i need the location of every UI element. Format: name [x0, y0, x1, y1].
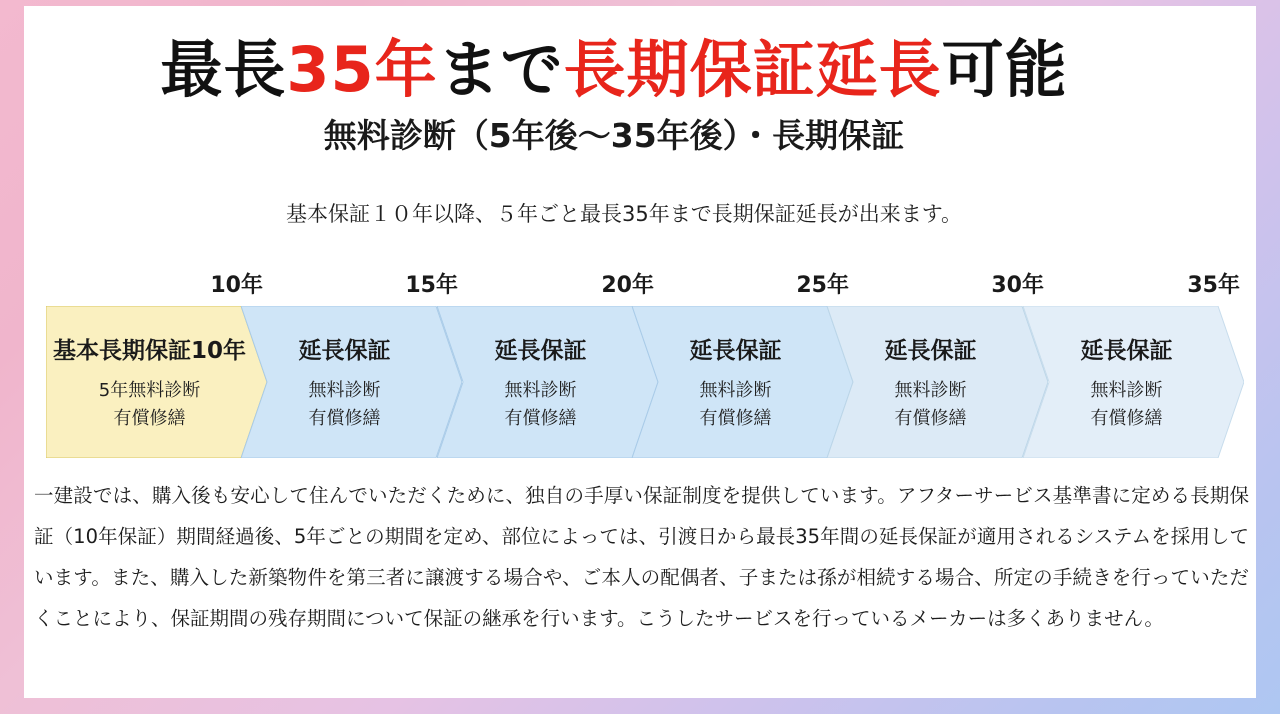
segment-line-2: 有償修繕: [1090, 407, 1163, 429]
title-part-mid: まで: [437, 33, 564, 106]
segment-content: [299, 332, 405, 433]
timeline-segment-extension-4: [827, 306, 1048, 458]
segment-line-2: 有償修繕: [113, 407, 186, 429]
body-paragraph: 一建設では、購入後も安心して住んでいただくために、独自の手厚い保証制度を提供しています。アフターサービス基準書に定める長期保証（10年保証）期間経過後、5年ごとの期間を定め、部位によっては、引渡日から最長35年間の延長保証が適用されるシステムを採用しています。また、購入した新築物件を第三者に譲渡する場合や、ご本人の配偶者、子または孫が相続する場合、所定の手続きを行っていただくことにより、保証期間の残存期間について保証の継承を行います。こうしたサービスを行っているメーカーは多くありません。: [34, 484, 1249, 630]
segment-line-2: 有償修繕: [504, 407, 577, 429]
segment-content: [1081, 332, 1187, 433]
timeline-segment-extension-5: [1023, 306, 1244, 458]
lead-text: 基本保証１０年以降、５年ごと最長35年まで長期保証延長が出来ます。: [285, 202, 963, 226]
segment-line-1: 無料診断: [894, 379, 967, 401]
warranty-timeline-chevrons: [46, 306, 1244, 458]
timeline-segment-extension-3: [632, 306, 853, 458]
segment-heading: 延長保証: [1080, 337, 1173, 364]
timeline-segment-base: [46, 306, 267, 458]
title-part-post: 可能: [941, 33, 1068, 106]
segment-content: [495, 332, 601, 433]
segment-content: [885, 332, 991, 433]
year-label-5: 30年: [991, 273, 1044, 298]
slide-content: [24, 6, 1256, 698]
segment-heading: 基本長期保証10年: [52, 337, 246, 364]
title-highlight-extended-warranty: 長期保証延長: [563, 33, 942, 106]
segment-line-2: 有償修繕: [699, 407, 772, 429]
year-label-2: 15年: [405, 273, 458, 298]
year-label-4: 25年: [796, 273, 849, 298]
segment-line-2: 有償修繕: [894, 407, 967, 429]
segment-content: [53, 332, 260, 433]
segment-content: [690, 332, 796, 433]
timeline-year-labels: [46, 268, 1244, 302]
segment-line-1: 無料診断: [504, 379, 577, 401]
segment-heading: 延長保証: [689, 337, 782, 364]
slide-canvas: [24, 6, 1256, 698]
title-highlight-35-years: 35年: [286, 33, 438, 106]
timeline-segment-extension-1: [241, 306, 462, 458]
segment-heading: 延長保証: [884, 337, 977, 364]
segment-line-1: 5年無料診断: [98, 379, 201, 401]
page-title: [24, 20, 1204, 109]
segment-line-1: 無料診断: [308, 379, 381, 401]
segment-heading: 延長保証: [494, 337, 587, 364]
segment-line-1: 無料診断: [1090, 379, 1163, 401]
title-part-pre: 最長: [160, 33, 287, 106]
timeline-segment-extension-2: [437, 306, 658, 458]
year-label-3: 20年: [601, 273, 654, 298]
page-subtitle: 無料診断（5年後〜35年後）・長期保証: [323, 116, 905, 155]
year-label-1: 10年: [210, 273, 263, 298]
segment-line-1: 無料診断: [699, 379, 772, 401]
segment-heading: 延長保証: [298, 337, 391, 364]
segment-line-2: 有償修繕: [308, 407, 381, 429]
year-label-6: 35年: [1187, 273, 1240, 298]
